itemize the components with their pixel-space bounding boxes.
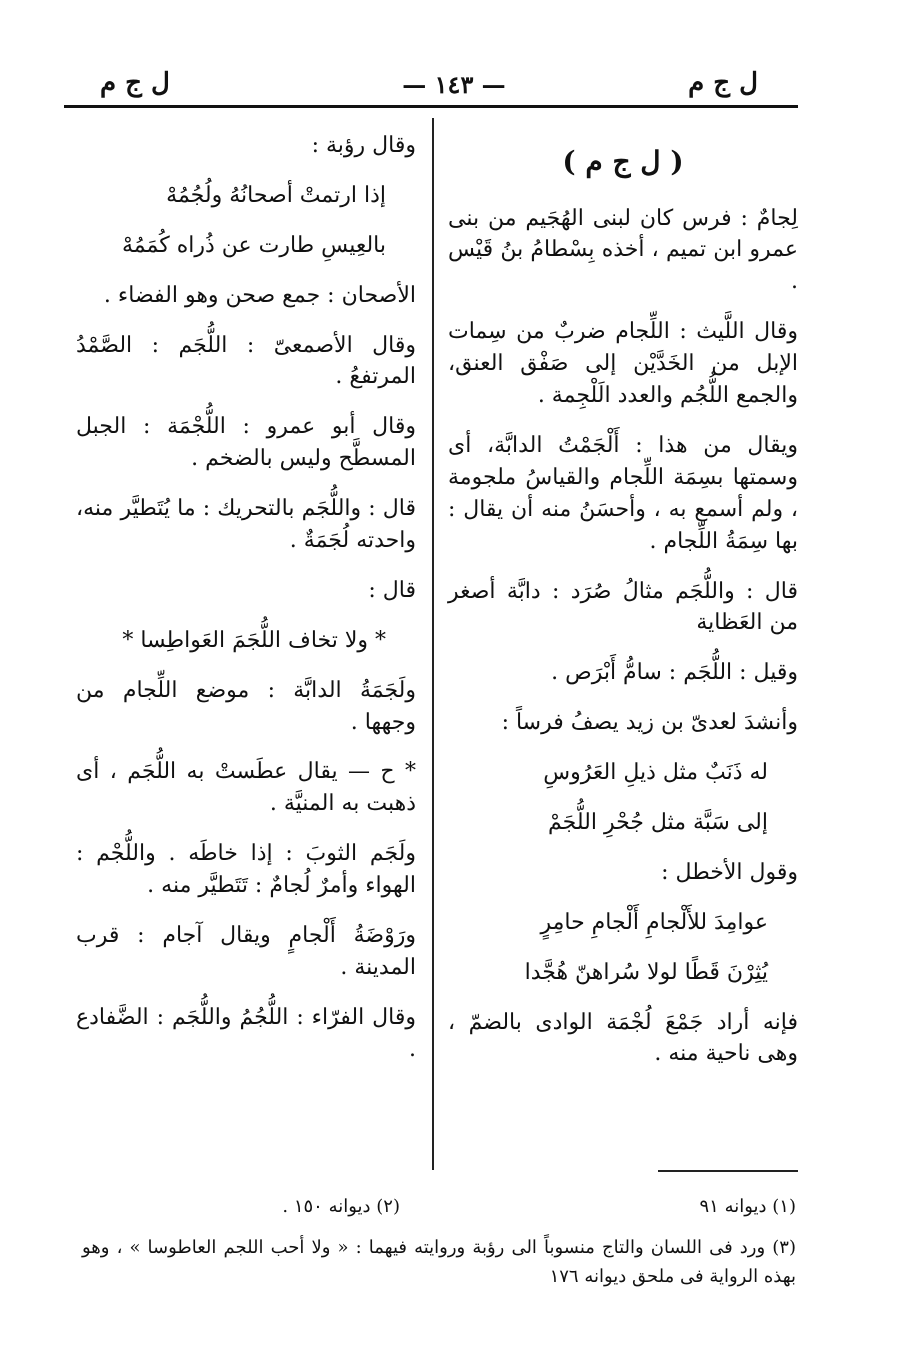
left-column xyxy=(76,130,416,1084)
paragraph: ولَجَم الثوبَ : إذا خاطَه . واللُّجْم : الهواء وأمرٌ لُجامٌ : تَتَطيَّر منه . xyxy=(76,841,416,899)
paragraph: ويقال من هذا : أَلْجَمْتُ الدابَّة، أى وسمتها بسِمَة اللِّجام والقياسُ ملجومة ، ولم أسمع به ، وأحسَنُ منه أن يقال : بها سِمَةُ اللِّجام . xyxy=(448,432,798,554)
verse-line: له ذَنَبٌ مثل ذيلِ العَرُوسِ xyxy=(543,760,768,786)
verse-line: * ولا تخاف اللُّجَمَ العَواطِسا * xyxy=(122,627,386,653)
paragraph: فإنه أراد جَمْعَ لُجْمَة الوادى بالضمّ ، وهى ناحية منه . xyxy=(448,1009,798,1067)
footnote-rule xyxy=(658,1170,798,1172)
verse-line: يُثِرْنَ قَطًا لولا سُراهنّ هُجَّدا xyxy=(524,959,768,985)
paragraph: ورَوْضَةُ أَلْجامٍ ويقال آجام : قرب المدينة . xyxy=(76,923,416,980)
page-number: — ١٤٣ — xyxy=(402,70,506,99)
paragraph: وقيل : اللُّجَم : سامُّ أَبْرَص . xyxy=(551,660,798,686)
paragraph: قال : xyxy=(368,577,416,603)
footnote-3: (٣) ورد فى اللسان والتاج منسوباً الى رؤبة وروايته فيهما : « ولا أحب اللجم العاطوسا » ، وهو بهذه الرواية فى ملحق ديوانه ١٧٦ xyxy=(82,1237,796,1287)
paragraph: وقال اللَّيث : اللِّجام ضربٌ من سِمات الإبل من الخَدَّيْن إلى صَفْق العنق، والجمع اللُّجُم والعدد الَلْجِمة . xyxy=(448,319,798,409)
paragraph: لِجامٌ : فرس كان لبنى الهُجَيم من بنى عمرو ابن تميم ، أخذه بِسْطامُ بنُ قَيْس . xyxy=(448,205,798,295)
right-column xyxy=(448,130,798,1088)
paragraph: وقال الأصمعىّ : اللُّجَم : الصَّمْدُ المرتفعُ . xyxy=(76,332,416,390)
header-rule xyxy=(64,105,798,108)
footnote-2: (٢) ديوانه ١٥٠ . xyxy=(282,1196,400,1217)
entry-title: ( ل ج م ) xyxy=(562,145,684,178)
paragraph: قال : واللُّجَم مثالُ صُرَد : دابَّة أصغر من العَظاية xyxy=(448,578,798,636)
footnote-1: (١) ديوانه ٩١ xyxy=(699,1196,796,1217)
paragraph: وقال أبو عمرو : اللُّجْمَة : الجبل المسطَّح وليس بالضخم . xyxy=(76,414,416,472)
verse-line: إلى سَبَّة مثل جُحْرِ اللُّجَمْ xyxy=(548,809,768,835)
header-root-left: ل ج م xyxy=(100,68,170,98)
verse-line: عوامِدَ للأَلْجامِ أَلْجامِ حامِرٍ xyxy=(540,909,768,935)
verse-line: إذا ارتمتْ أصحانُهُ ولُجُمُهْ xyxy=(166,182,386,208)
paragraph: قال : واللُّجَم بالتحريك : ما يُتَطيَّر منه، واحدته لُجَمَةٌ . xyxy=(76,496,416,554)
paragraph: * ح — يقال عطَستْ به اللُّجَم ، أى ذهبت به المنيَّة . xyxy=(76,759,416,817)
paragraph: الأصحان : جمع صحن وهو الفضاء . xyxy=(103,282,416,308)
verse-line: بالعِيسِ طارت عن ذُراه كُمَمُهْ xyxy=(122,232,386,258)
column-divider xyxy=(432,118,434,1170)
paragraph: ولَجَمَةُ الدابَّة : موضع اللِّجام من وجهها . xyxy=(76,677,416,735)
paragraph: وقال رؤبة : xyxy=(311,133,416,158)
paragraph: وقول الأخطل : xyxy=(661,859,798,885)
header-root-right: ل ج م xyxy=(688,68,758,98)
paragraph: وقال الفرّاء : اللُّجُمُ واللُّجَم : الضَّفادع . xyxy=(76,1004,416,1062)
paragraph: وأنشدَ لعدىّ بن زيد يصفُ فرساً : xyxy=(501,710,798,736)
